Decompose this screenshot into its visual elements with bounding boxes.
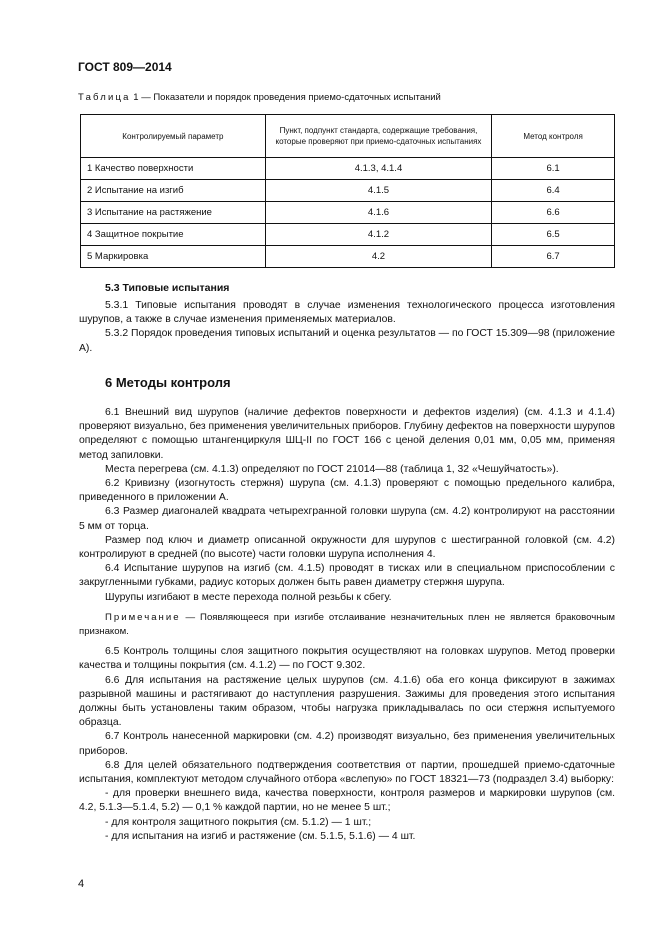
paragraph-6-3: 6.3 Размер диагоналей квадрата четырехгранной головки шурупа (см. 4.2) контролируют на расстоянии 5 мм от торца. bbox=[79, 506, 615, 532]
paragraph-6-5: 6.5 Контроль толщины слоя защитного покрытия осуществляют на головках шурупов. Метод проверки качества и толщины покрытия (см. 4.1.2) — по ГОСТ 9.302. bbox=[79, 646, 615, 672]
table-cell: 6.5 bbox=[492, 224, 615, 246]
table-cell: 3 Испытание на растяжение bbox=[81, 202, 266, 224]
table-header-row bbox=[81, 115, 615, 158]
column-header-clause: Пункт, подпункт стандарта, содержащие требования, которые проверяют при приемо-сдаточных испытаниях bbox=[265, 115, 491, 158]
list-item: - для проверки внешнего вида, качества поверхности, контроля размеров и маркировки шурупов (см. 4.2, 5.1.3—5.1.4, 5.2) — 0,1 % каждой партии, но не менее 5 шт.; bbox=[79, 788, 615, 814]
document-header: ГОСТ 809—2014 bbox=[78, 60, 172, 74]
paragraph-6-1: 6.1 Внешний вид шурупов (наличие дефектов поверхности и дефектов изделия) (см. 4.1.3 и 4.1.4) проверяют визуально, без применения увеличительных приборов. Глубину дефектов на поверхности шурупов определяют с помощью штангенциркуля ШЦ-II по ГОСТ 166 с ценой деления 0,01 мм, 0,05 мм, применяя метод запиловки. bbox=[79, 407, 615, 461]
column-header-method: Метод контроля bbox=[492, 115, 615, 158]
table-cell: 1 Качество поверхности bbox=[81, 158, 266, 180]
section-5-3-heading: 5.3 Типовые испытания bbox=[105, 282, 230, 294]
paragraph-6-4-bend: Шурупы изгибают в месте перехода полной резьбы к сбегу. bbox=[105, 591, 392, 603]
table-cell: 4 Защитное покрытие bbox=[81, 224, 266, 246]
inspection-table bbox=[80, 114, 615, 268]
table-cell: 6.4 bbox=[492, 180, 615, 202]
table-cell: 6.7 bbox=[492, 246, 615, 268]
paragraph-6-6: 6.6 Для испытания на растяжение целых шурупов (см. 4.1.6) оба его конца фиксируют в зажимах разрывной машины и растягивают до наступления разрушения. Зажимы для проведения этого испытания должны быть установлены таким образом, чтобы нагрузка прикладывалась по оси стержня испытуемого образца. bbox=[79, 674, 615, 729]
list-item: - для испытания на изгиб и растяжение (см. 5.1.5, 5.1.6) — 4 шт. bbox=[105, 830, 416, 842]
table-row bbox=[81, 224, 615, 246]
paragraph-6-8: 6.8 Для целей обязательного подтверждения соответствия от партии, прошедшей приемо-сдаточные испытания, комплектуют методом случайного отбора «вслепую» по ГОСТ 18321—73 (подраздел 3.4) выборку: bbox=[79, 759, 615, 786]
list-item: - для контроля защитного покрытия (см. 5.1.2) — 1 шт.; bbox=[105, 816, 372, 828]
table-cell: 4.2 bbox=[265, 246, 491, 268]
table-row bbox=[81, 246, 615, 268]
table-cell: 5 Маркировка bbox=[81, 246, 266, 268]
paragraph-5-3-1: 5.3.1 Типовые испытания проводят в случае изменения технологического процесса изготовления шурупов, а также в случае изменения применяемых материалов. bbox=[79, 300, 615, 326]
page-number: 4 bbox=[78, 878, 85, 890]
column-header-parameter: Контролируемый параметр bbox=[81, 115, 266, 158]
table-cell: 4.1.3, 4.1.4 bbox=[265, 158, 491, 180]
table-caption bbox=[78, 92, 441, 103]
note bbox=[79, 611, 615, 639]
note-text: — Появляющееся при изгибе отслаивание незначительных плен не является браковочным признаком. bbox=[79, 611, 615, 638]
paragraph-6-7: 6.7 Контроль нанесенной маркировки (см. 4.2) производят визуально, без применения увеличительных приборов. bbox=[79, 731, 615, 757]
paragraph-6-3-key: Размер под ключ и диаметр описанной окружности для шурупов с шестигранной головкой (см. 4.2) контролируют в средней (по высоте) части головки шурупа исполнения 4. bbox=[79, 534, 615, 561]
table-cell: 2 Испытание на изгиб bbox=[81, 180, 266, 202]
note-word: Примечание bbox=[105, 611, 181, 623]
paragraph-5-3-2: 5.3.2 Порядок проведения типовых испытаний и оценка результатов — по ГОСТ 15.309—98 (приложение А). bbox=[79, 328, 615, 354]
table-row bbox=[81, 180, 615, 202]
table-cell: 4.1.2 bbox=[265, 224, 491, 246]
table-cell: 6.1 bbox=[492, 158, 615, 180]
table-row bbox=[81, 158, 615, 180]
section-6-body bbox=[79, 406, 615, 844]
section-6-heading: 6 Методы контроля bbox=[105, 375, 231, 390]
paragraph-6-4: 6.4 Испытание шурупов на изгиб (см. 4.1.5) проводят в тисках или в специальном приспособлении с закругленными губками, радиус которых должен быть равен диаметру стержня шурупа. bbox=[79, 563, 615, 589]
table-caption-word: Таблица bbox=[78, 92, 131, 103]
table-row bbox=[81, 202, 615, 224]
table-cell: 4.1.6 bbox=[265, 202, 491, 224]
table-cell: 4.1.5 bbox=[265, 180, 491, 202]
table-caption-text: 1 — Показатели и порядок проведения приемо-сдаточных испытаний bbox=[130, 92, 441, 103]
paragraph-6-1-overheat: Места перегрева (см. 4.1.3) определяют по ГОСТ 21014—88 (таблица 1, 32 «Чешуйчатость»). bbox=[105, 463, 559, 475]
table-cell: 6.6 bbox=[492, 202, 615, 224]
section-5-3-body bbox=[79, 299, 615, 356]
paragraph-6-2: 6.2 Кривизну (изогнутость стержня) шурупа (см. 4.1.3) проверяют с помощью предельного калибра, приведенного в приложении А. bbox=[79, 478, 615, 504]
